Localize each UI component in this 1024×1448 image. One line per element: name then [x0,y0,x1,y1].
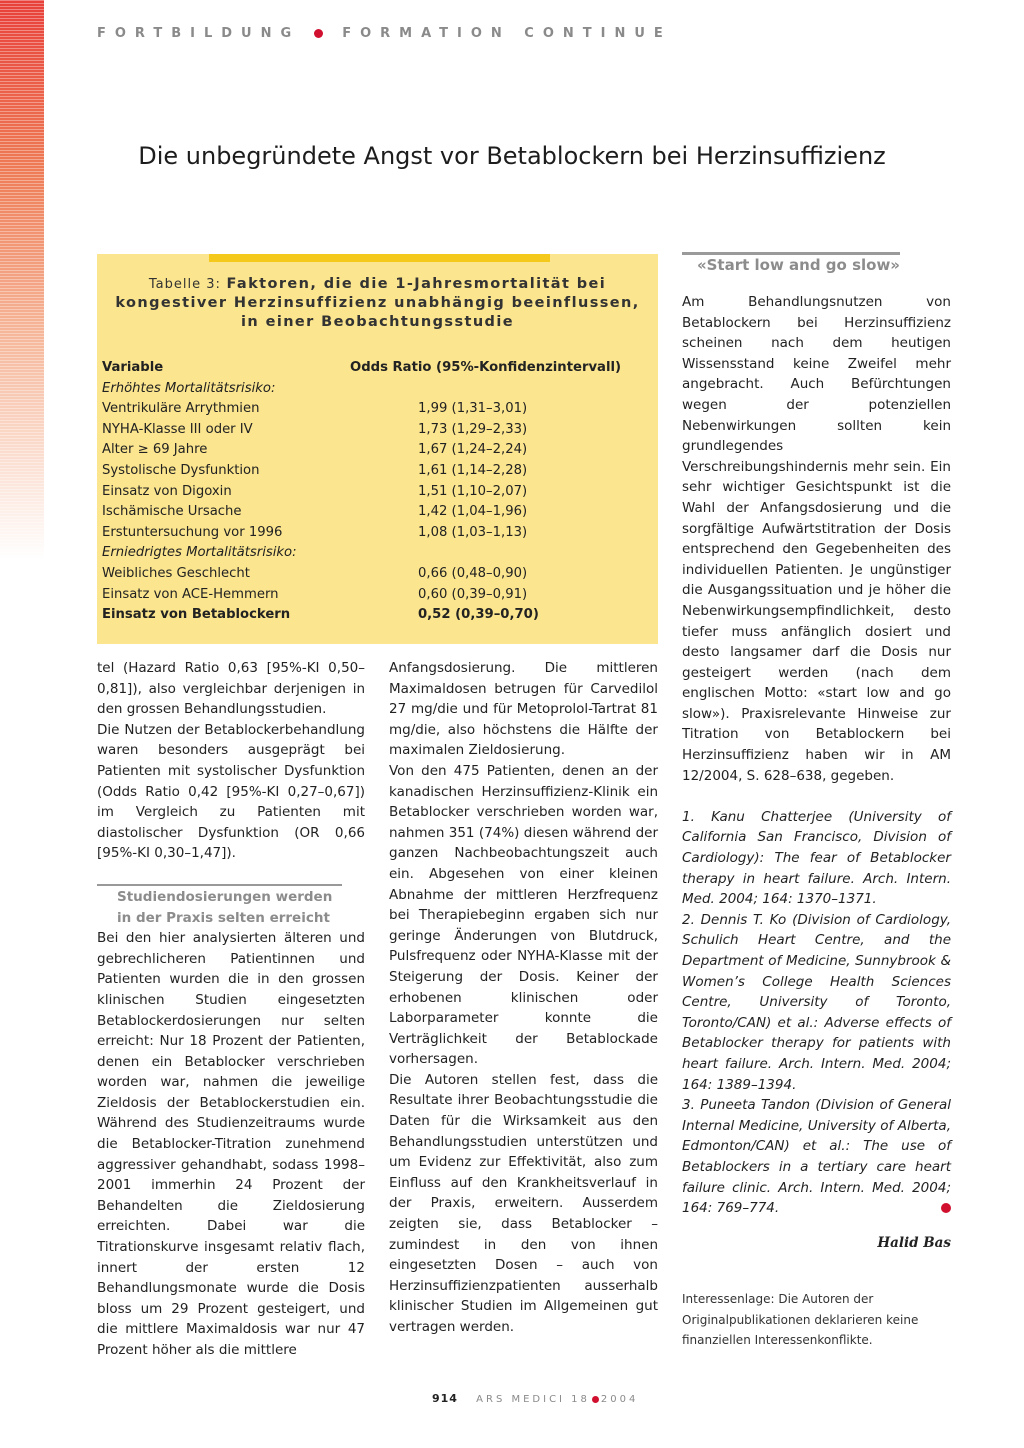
row-variable: Einsatz von ACE-Hemmern [102,586,279,602]
row-odds-ratio: 0,60 (0,39–0,91) [418,586,528,602]
journal-year: 2004 [600,1394,639,1405]
table-group-row [102,543,642,564]
table-row-highlight [102,605,642,626]
table-row [102,420,642,441]
journal-name: ARS MEDICI 18 [476,1394,590,1405]
table-row [102,399,642,420]
bullet-dot-icon [314,29,323,38]
group-label-decreased-risk: Erniedrigtes Mortalitätsrisiko: [102,545,297,561]
row-variable: NYHA-Klasse III oder IV [102,421,253,437]
table-caption-line2: kongestiver Herzinsuffizienz unabhängig beeinflussen, [115,295,640,311]
row-odds-ratio: 1,08 (1,03–1,13) [418,524,528,540]
paragraph: Die Nutzen der Betablockerbehandlung waren besonders ausgeprägt bei Patienten mit systolischer Dysfunktion (Odds Ratio 0,42 [95%-KI 0,27–0,67]) im Vergleich zu Patienten mit diastolischer Dysfunktion (OR 0,66 [95%-KI 0,30–1,47]). [97,721,365,862]
running-head-right: FORMATION CONTINUE [342,26,672,41]
group-label-increased-risk: Erhöhtes Mortalitätsrisiko: [102,380,276,396]
article-title: Die unbegründete Angst vor Betablockern bei Herzinsuffizienz [138,142,886,170]
sidebar-heading-rule [682,252,900,255]
row-variable: Alter ≥ 69 Jahre [102,442,208,458]
sidebar-heading: «Start low and go slow» [696,256,900,274]
row-odds-ratio: 1,51 (1,10–2,07) [418,483,528,499]
row-odds-ratio: 0,52 (0,39–0,70) [418,607,539,623]
end-mark-icon [941,1203,951,1213]
paragraph: Am Behandlungsnutzen von Betablockern bei Herzinsuffizienz scheinen nach dem heutigen Wissensstand keine Zweifel mehr angebracht. Auch Befürchtungen wegen der potenziellen Nebenwirkungen sollten kein grundlegendes Verschreibungshindernis mehr sein. Ein sehr wichtiger Gesichtspunkt ist die Wahl der Anfangsdosierung und die sorgfältige Aufwärtstitration der Dosis entsprechend den Gegebenheiten des individuellen Patienten. Je ungünstiger die Ausgangssituation und je höher die Nebenwirkungsempfindlichkeit, desto tiefer muss anfänglich dosiert und desto langsamer darf die Dosis nur gesteigert werden (nach dem englischen Motto: «start low and go slow»). Praxisrelevante Hinweise zur Titration von Betablockern bei Herzinsuffizienz haben wir in AM 12/2004, S. 628–638, gegeben. [682,294,951,784]
table-group-row [102,379,642,400]
row-variable: Einsatz von Digoxin [102,483,232,499]
table-row [102,564,642,585]
table-row [102,523,642,544]
text-column-2 [389,658,658,1338]
paragraph: tel (Hazard Ratio 0,63 [95%-KI 0,50–0,81]), also vergleichbar derjenigen in den grossen Behandlungsstudien. [97,660,365,718]
table-caption-line1: Faktoren, die die 1-Jahresmortalität bei [226,276,607,292]
row-odds-ratio: 0,66 (0,48–0,90) [418,565,528,581]
section-subheading: Studiendosierungen werden in der Praxis selten erreicht [117,888,333,926]
table-row [102,482,642,503]
table-row [102,585,642,606]
row-variable: Systolische Dysfunktion [102,462,260,478]
table-row [102,461,642,482]
table-caption-line3: in einer Beobachtungsstudie [241,314,514,330]
running-head [97,26,672,41]
decorative-side-stripe [0,0,44,560]
table-row [102,440,642,461]
footer-dot-icon [592,1396,599,1403]
row-variable: Erstuntersuchung vor 1996 [102,524,283,540]
row-odds-ratio: 1,73 (1,29–2,33) [418,421,528,437]
row-odds-ratio: 1,67 (1,24–2,24) [418,442,528,458]
page-footer [432,1392,638,1405]
table-header-row [102,358,642,379]
text-column-1 [97,658,365,1361]
page-number: 914 [432,1392,458,1405]
table-accent-bar [209,254,550,262]
row-odds-ratio: 1,42 (1,04–1,96) [418,504,528,520]
paragraph: Die Autoren stellen fest, dass die Resultate ihrer Beobachtungsstudie die Daten für die Wirksamkeit aus den Behandlungsstudien unterstützen und um Evidenz zur Effektivität, also zum Einfluss auf den Krankheitsverlauf in der Praxis, erweitern. Ausserdem zeigten sie, dass Betablocker – zumindest in den von ihnen eingesetzten Dosen – auch von Herzinsuffizienzpatienten ausserhalb klinischer Studien im Allgemeinen gut vertragen werden. [389,1071,658,1335]
row-odds-ratio: 1,99 (1,31–3,01) [418,401,528,417]
paragraph: Von den 475 Patienten, denen an der kanadischen Herzinsuffizienz-Klinik ein Betablocker verschrieben worden war, nahmen 351 (74%) diesen während der ganzen Nachbeobachtungszeit auch ein. Abgesehen von einer kleinen Abnahme der mittleren Herzfrequenz bei Therapiebeginn ergaben sich nur geringe Änderungen von Blutdruck, Pulsfrequenz oder NYHA-Klasse mit der Steigerung der Dosis. Keiner der erhobenen klinischen oder Laborparameter konnte die Verträglichkeit der Betablockade vorhersagen. [389,762,658,1068]
reference-3-text: 3. Puneeta Tandon (Division of General Internal Medicine, University of Alberta, Edmonton/CAN) et al.: The use of Betablockers in a tertiary care heart failure clinic. Arch. Intern. Med. 2004; 164: 769–774. [682,1097,951,1217]
col-header-odds-ratio: Odds Ratio (95%-Konfidenzintervall) [350,360,622,375]
row-variable: Ischämische Ursache [102,504,242,520]
running-head-left: FORTBILDUNG [97,26,301,41]
row-variable: Weibliches Geschlecht [102,565,250,581]
reference-1: 1. Kanu Chatterjee (University of California San Francisco, Division of Cardiology): The fear of Betablocker therapy in heart failure. Arch. Intern. Med. 2004; 164: 1370–1371. [682,808,951,908]
row-variable: Einsatz von Betablockern [102,607,291,623]
table-caption [97,275,658,332]
paragraph: Anfangsdosierung. Die mittleren Maximaldosen betrugen für Carvedilol 27 mg/die und für Metoprolol-Tartrat 81 mg/die, also höchstens die Hälfte der maximalen Zieldosierung. [389,660,658,759]
reference-3 [682,1095,951,1219]
table-label: Tabelle 3: [148,277,221,292]
reference-2: 2. Dennis T. Ko (Division of Cardiology, Schulich Heart Centre, and the Department of Medicine, Sunnybrook & Women’s College Health Sciences Centre, University of Toronto, Toronto/CAN) et al.: Adverse effects of Betablocker therapy for patients with heart failure. Arch. Intern. Med. 2004; 164: 1389–1394. [682,911,951,1093]
odds-ratio-table [102,358,642,626]
row-odds-ratio: 1,61 (1,14–2,28) [418,462,528,478]
conflict-note: Interessenlage: Die Autoren der Originalpublikationen deklarieren keine finanziellen Interessenkonflikte. [682,1292,919,1348]
paragraph: Bei den hier analysierten älteren und gebrechlicheren Patientinnen und Patienten wurden die in den grossen klinischen Studien eingesetzten Betablockerdosierungen nur selten erreicht: Nur 18 Prozent der Patienten, denen ein Betablocker verschrieben worden war, nahmen die jeweilige Zieldosis der Betablockerstudien ein. Während des Studienzeitraums wurde die Betablocker-Titration zunehmend aggressiver gehandhabt, sodass 1998–2001 immerhin 24 Prozent der Behandelten die Zieldosierung erreichten. Dabei war die Titrationskurve insgesamt relativ flach, innert der ersten 12 Behandlungsmonate wurde die Dosis bloss um 29 Prozent gesteigert, und die mittlere Maximaldosis war nur 47 Prozent höher als die mittlere [97,930,365,1358]
table-row [102,502,642,523]
section-rule [97,884,342,886]
row-variable: Ventrikuläre Arrythmien [102,401,260,417]
col-header-variable: Variable [102,360,164,375]
author-name: Halid Bas [877,1234,951,1251]
text-column-3 [682,292,951,1351]
